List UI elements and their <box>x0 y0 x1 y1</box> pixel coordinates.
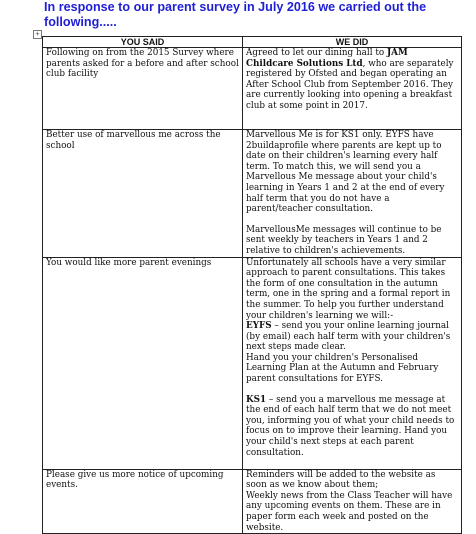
we-did-cell <box>243 257 462 469</box>
ks1-label: KS1 <box>246 394 267 405</box>
table-move-handle-icon[interactable]: + <box>33 30 42 39</box>
we-did-paragraph: Reminders will be added to the website as soon as we know about them; <box>246 469 436 491</box>
we-did-text-part: , who are separately registered by Ofsted and began operating an After School Club from September 2016. They are currently looking into opening a breakfast club at some point in 2017. <box>246 58 454 111</box>
eyfs-text: – send you your online learning journal (by email) each half term with your children's next steps made clear. <box>246 321 451 353</box>
ks1-paragraph <box>246 395 458 459</box>
page-heading: In response to our parent survey in July 2016 we carried out the following..... <box>44 0 427 29</box>
you-said-cell: Better use of marvellous me across the school <box>43 130 243 258</box>
ks1-text: – send you a marvellous me message at the end of each half term that we do not meet you, informing you of what your child needs to focus on to improve their learning. Hand you your child's next steps at each parent consultation. <box>246 394 455 458</box>
you-said-cell: You would like more parent evenings <box>43 257 243 469</box>
you-said-cell: Following on from the 2015 Survey where parents asked for a before and after school club facility <box>43 48 243 130</box>
table-row <box>43 130 462 258</box>
we-did-text <box>246 48 458 112</box>
you-said-cell: Please give us more notice of upcoming events. <box>43 469 243 534</box>
we-did-cell <box>243 130 462 258</box>
eyfs-label: EYFS <box>246 321 272 332</box>
we-did-paragraph: Weekly news from the Class Teacher will have any upcoming events on them. These are in paper form each week and posted on the website. <box>246 490 453 533</box>
table-row <box>43 257 462 469</box>
we-did-paragraph: MarvellousMe messages will continue to be sent weekly by teachers in Years 1 and 2 relative to children's achievements. <box>246 224 442 256</box>
we-did-paragraph: Marvellous Me is for KS1 only. EYFS have 2buildaprofile where parents are kept up to date on their children's learning every half term. To match this, we will send you a Marvellous Me message about your child's learning in Years 1 and 2 at the end of every half term that you do not have a parent/teacher consultation. <box>246 130 445 215</box>
we-did-paragraph: Unfortunately all schools have a very similar approach to parent consultations. This takes the form of one consultation in the autumn term, one in the spring and a formal report in the summer. To help you further understand your children's learning we will:- <box>246 257 451 321</box>
we-did-text-part: Agreed to let our dining hall to <box>246 48 387 58</box>
we-did-cell <box>243 469 462 534</box>
table-row <box>43 48 462 130</box>
header-we-did: WE DID <box>243 37 462 48</box>
header-you-said: YOU SAID <box>43 37 243 48</box>
table-header-row <box>43 37 462 48</box>
provider-name: JAM Childcare Solutions Ltd <box>246 48 408 69</box>
we-did-paragraph: Hand you your children's Personalised Learning Plan at the Autumn and February parent consultations for EYFS. <box>246 352 439 385</box>
table-row <box>43 469 462 534</box>
we-did-cell <box>243 48 462 130</box>
survey-table <box>42 36 462 534</box>
eyfs-paragraph <box>246 321 458 353</box>
